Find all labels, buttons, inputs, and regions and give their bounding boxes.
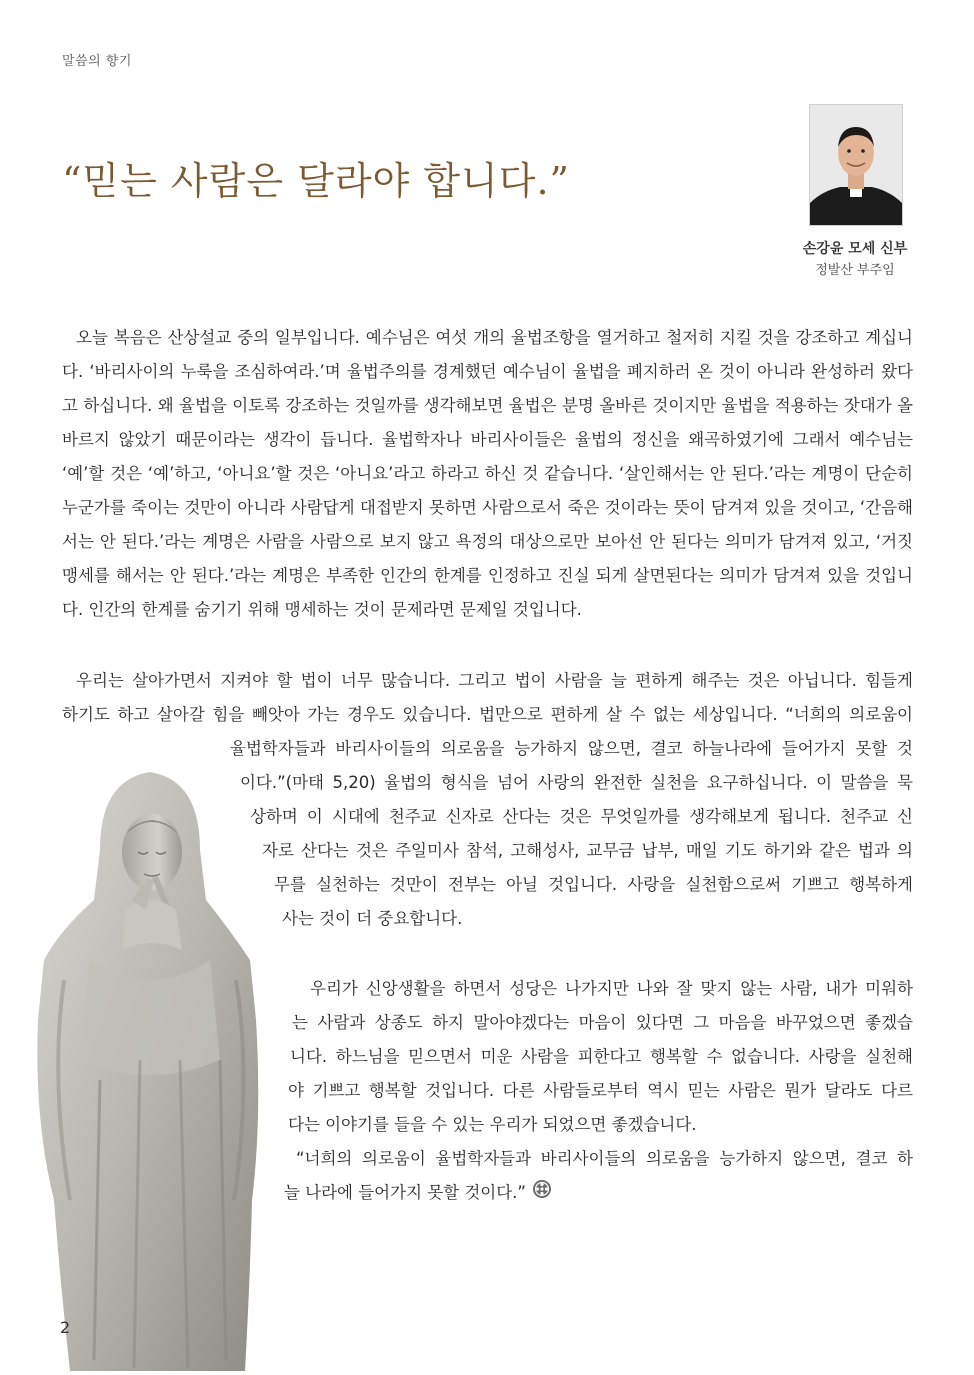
paragraph-line: 상하며 이 시대에 천주교 신자로 산다는 것은 무엇일까를 생각해보게 됩니다. 천주교 신 xyxy=(250,807,913,826)
paragraph-line: 이다.”(마태 5,20) 율법의 형식을 넘어 사랑의 완전한 실천을 요구하십니다. 이 말씀을 묵 xyxy=(240,773,913,792)
author-name: 손강윤 모세 신부 xyxy=(802,241,908,257)
paragraph-line: 야 기쁘고 행복할 것입니다. 다른 사람들로부터 역시 믿는 사람은 뭔가 달라도 다르 xyxy=(288,1081,913,1100)
body-paragraph-2-continued xyxy=(274,868,913,902)
paragraph-line: 우리는 살아가면서 지켜야 할 법이 너무 많습니다. 그리고 법이 사람을 늘 편하게 해주는 것은 아닙니다. 힘들게 xyxy=(76,671,913,690)
paragraph-line: 무를 실천하는 것만이 전부는 아닐 것입니다. 사랑을 실천함으로써 기쁘고 행복하게 xyxy=(274,875,913,894)
end-mark-icon xyxy=(532,1177,552,1211)
paragraph-line: “너희의 의로움이 율법학자들과 바리사이들의 의로움을 능가하지 않으면, 결코 하 xyxy=(296,1149,913,1168)
page-title: “믿는 사람은 달라야 합니다.” xyxy=(62,159,570,203)
body-paragraph-1: 오늘 복음은 산상설교 중의 일부입니다. 예수님은 여섯 개의 율법조항을 열거하고 철저히 지킬 것을 강조하고 계십니다. ‘바리사이의 누룩을 조심하여라.’며 율법주의를 경계했던 예수님이 율법을 폐지하러 온 것이 아니라 완성하러 왔다고 하십니다. 왜 율법을 이토록 강조하는 것일까를 생각해보면 율법은 분명 올바른 것이지만 율법을 적용하는 잣대가 올바르지 않았기 때문이라는 생각이 듭니다. 율법학자나 바리사이들은 율법의 정신을 왜곡하였기에 그래서 예수님는 ‘예’할 것은 ‘예’하고, ‘아니요’할 것은 ‘아니요’라고 하라고 하신 것 같습니다. ‘살인해서는 안 된다.’라는 계명이 단순히 누군가를 죽이는 것만이 아니라 사람답게 대접받지 못하면 사람으로서 죽은 것이라는 뜻이 담겨져 있을 것이고, ‘간음해서는 안 된다.’라는 계명은 사람을 사람으로 보지 않고 욕정의 대상으로만 보아선 안 된다는 의미가 담겨져 있고, ‘거짓 맹세를 해서는 안 된다.’라는 계명은 부족한 인간의 한계를 인정하고 진실 되게 살면된다는 의미가 담겨져 있을 것입니다. 인간의 한계를 숨기기 위해 맹세하는 것이 문제라면 문제일 것입니다. xyxy=(62,328,913,619)
section-label: 말씀의 향기 xyxy=(62,54,132,69)
body-paragraph-2-continued xyxy=(230,732,913,766)
praying-statue-image xyxy=(30,760,270,1371)
paragraph-line: 다는 이야기를 들을 수 있는 우리가 되었으면 좋겠습니다. xyxy=(288,1115,697,1134)
paragraph-line: 는 사람과 상종도 하지 말아야겠다는 마음이 있다면 그 마음을 바꾸었으면 좋겠습 xyxy=(292,1013,913,1032)
page-number: 2 xyxy=(60,1318,71,1337)
closing-quote xyxy=(284,1142,913,1211)
paragraph-line: 율법학자들과 바리사이들의 의로움을 능가하지 않으면, 결코 하늘나라에 들어가지 못할 것 xyxy=(230,739,913,758)
author-portrait xyxy=(809,104,903,226)
body-paragraph-2-continued xyxy=(282,902,913,936)
body-paragraph-2 xyxy=(62,664,913,732)
paragraph-line: 우리가 신앙생활을 하면서 성당은 나가지만 나와 잘 맞지 않는 사람, 내가 미워하 xyxy=(310,979,913,998)
body-paragraph-2-continued xyxy=(250,800,913,834)
paragraph-line: 사는 것이 더 중요합니다. xyxy=(282,909,463,928)
paragraph-line: 니다. 하느님을 믿으면서 미운 사람을 피한다고 행복할 수 없습니다. 사랑을 실천해 xyxy=(290,1047,913,1066)
paragraph-line: 자로 산다는 것은 주일미사 참석, 고해성사, 교무금 납부, 매일 기도 하기와 같은 법과 의 xyxy=(262,841,914,860)
paragraph-line xyxy=(284,1176,913,1211)
paragraph-line: 하기도 하고 살아갈 힘을 빼앗아 가는 경우도 있습니다. 법만으로 편하게 살 수 없는 세상입니다. “너희의 의로움이 xyxy=(62,705,913,724)
paragraph-line-text: 늘 나라에 들어가지 못할 것이다.” xyxy=(284,1183,526,1202)
body-paragraph-2-continued xyxy=(240,766,913,800)
author-role: 정발산 부주임 xyxy=(815,263,895,278)
body-paragraph-2-continued xyxy=(262,834,913,868)
body-paragraph-3 xyxy=(288,972,913,1142)
